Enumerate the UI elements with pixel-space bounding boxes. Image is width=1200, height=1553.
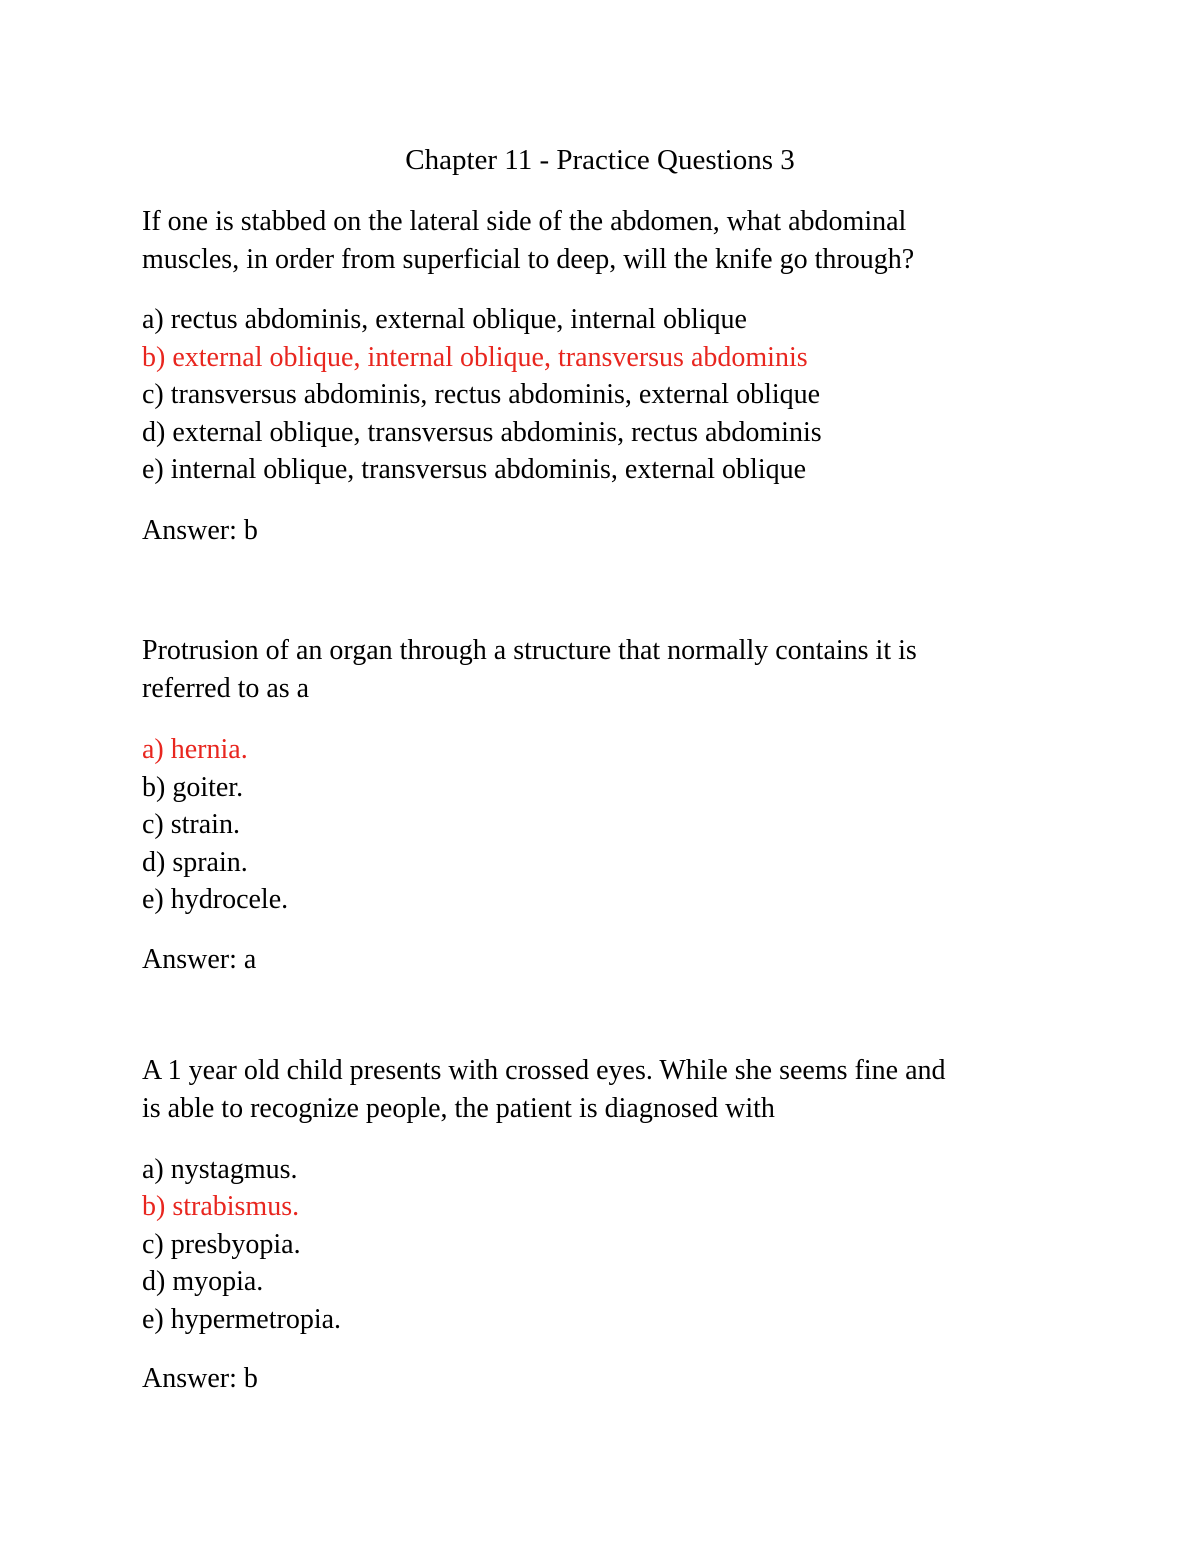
question-2-option-b: b) goiter. xyxy=(142,772,244,803)
question-1-stem-line-1: If one is stabbed on the lateral side of the abdomen, what abdominal xyxy=(142,206,907,237)
question-1-stem-line-2: muscles, in order from superficial to deep, will the knife go through? xyxy=(142,244,915,275)
question-1-option-c: c) transversus abdominis, rectus abdominis, external oblique xyxy=(142,379,821,410)
question-1-option-e: e) internal oblique, transversus abdominis, external oblique xyxy=(142,454,807,485)
question-2-option-e: e) hydrocele. xyxy=(142,884,289,915)
question-3-option-b-correct: b) strabismus. xyxy=(142,1191,300,1222)
question-3-option-d: d) myopia. xyxy=(142,1266,264,1297)
question-3-option-e: e) hypermetropia. xyxy=(142,1304,342,1335)
question-3-answer: Answer: b xyxy=(142,1363,258,1394)
question-3-stem-line-1: A 1 year old child presents with crossed eyes. While she seems fine and xyxy=(142,1055,946,1086)
question-1-answer: Answer: b xyxy=(142,515,258,546)
page-title: Chapter 11 - Practice Questions 3 xyxy=(405,144,795,176)
question-2-option-d: d) sprain. xyxy=(142,847,248,878)
question-1-option-a: a) rectus abdominis, external oblique, internal oblique xyxy=(142,304,747,335)
question-1-option-d: d) external oblique, transversus abdominis, rectus abdominis xyxy=(142,417,822,448)
question-3-option-c: c) presbyopia. xyxy=(142,1229,301,1260)
question-2-stem-line-1: Protrusion of an organ through a structure that normally contains it is xyxy=(142,635,917,666)
question-2-answer: Answer: a xyxy=(142,944,257,975)
question-3-stem-line-2: is able to recognize people, the patient is diagnosed with xyxy=(142,1093,775,1124)
question-2-option-a-correct: a) hernia. xyxy=(142,734,248,765)
question-1-option-b-correct: b) external oblique, internal oblique, transversus abdominis xyxy=(142,342,808,373)
question-2-stem-line-2: referred to as a xyxy=(142,673,310,704)
question-2-option-c: c) strain. xyxy=(142,809,240,840)
question-3-option-a: a) nystagmus. xyxy=(142,1154,298,1185)
